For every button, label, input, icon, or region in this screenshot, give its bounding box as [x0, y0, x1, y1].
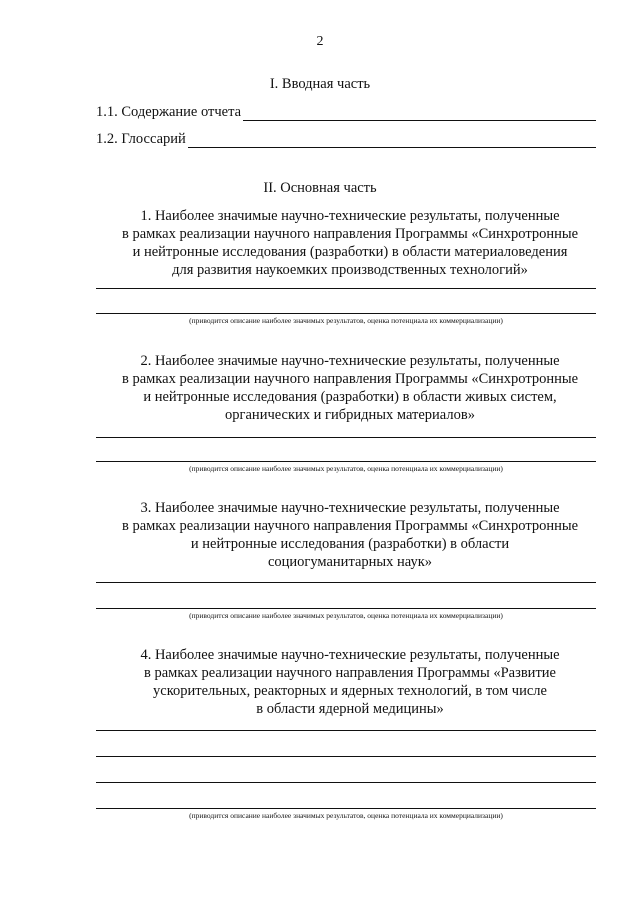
section-1-title — [100, 207, 600, 279]
section-title-line: 3. Наиболее значимые научно-технические результаты, полученные — [140, 500, 560, 516]
toc-fill-line — [188, 133, 596, 148]
section-title-line: и нейтронные исследования (разработки) в области — [190, 536, 510, 552]
section-1-note: (приводится описание наиболее значимых результатов, оценка потенциала их коммерциализации) — [189, 316, 503, 325]
section-title-line: для развития наукоемких производственных технологий» — [172, 262, 528, 278]
answer-line — [96, 782, 596, 783]
section-title-line: и нейтронные исследования (разработки) в области живых систем, — [143, 389, 557, 405]
section-4-title — [100, 646, 600, 718]
section-2-note: (приводится описание наиболее значимых результатов, оценка потенциала их коммерциализации) — [189, 464, 503, 473]
section-title-line: в рамках реализации научного направления Программы «Синхротронные — [121, 226, 579, 242]
page-number: 2 — [316, 34, 324, 49]
part2-heading: II. Основная часть — [263, 180, 377, 196]
answer-line — [96, 582, 596, 583]
section-title-line: в рамках реализации научного направления Программы «Синхротронные — [121, 371, 579, 387]
answer-line — [96, 288, 596, 289]
section-title-line: в рамках реализации научного направления Программы «Синхротронные — [121, 518, 579, 534]
answer-line — [96, 730, 596, 731]
toc-row-contents — [96, 101, 596, 121]
section-title-line: 1. Наиболее значимые научно-технические результаты, полученные — [140, 208, 560, 224]
answer-line — [96, 756, 596, 757]
toc-fill-line — [243, 106, 596, 121]
section-title-line: 2. Наиболее значимые научно-технические результаты, полученные — [140, 353, 560, 369]
answer-line — [96, 808, 596, 809]
section-title-line: в рамках реализации научного направления Программы «Развитие — [144, 665, 556, 681]
section-2-title — [100, 352, 600, 424]
answer-line — [96, 313, 596, 314]
section-title-line: в области ядерной медицины» — [256, 701, 444, 717]
section-title-line: и нейтронные исследования (разработки) в области материаловедения — [132, 244, 568, 260]
toc-label-glossary: 1.2. Глоссарий — [96, 131, 186, 147]
answer-line — [96, 437, 596, 438]
section-3-title — [100, 499, 600, 571]
section-3-note: (приводится описание наиболее значимых результатов, оценка потенциала их коммерциализации) — [189, 611, 503, 620]
section-title-line: органических и гибридных материалов» — [225, 407, 475, 423]
section-title-line: социогуманитарных наук» — [267, 554, 433, 570]
toc-label-contents: 1.1. Содержание отчета — [96, 104, 242, 120]
toc-row-glossary — [96, 128, 596, 148]
section-title-line: ускорительных, реакторных и ядерных технологий, в том числе — [153, 683, 547, 699]
section-title-line: 4. Наиболее значимые научно-технические результаты, полученные — [140, 647, 560, 663]
answer-line — [96, 461, 596, 462]
section-4-note: (приводится описание наиболее значимых результатов, оценка потенциала их коммерциализации) — [189, 811, 503, 820]
part1-heading: I. Вводная часть — [269, 76, 371, 92]
answer-line — [96, 608, 596, 609]
